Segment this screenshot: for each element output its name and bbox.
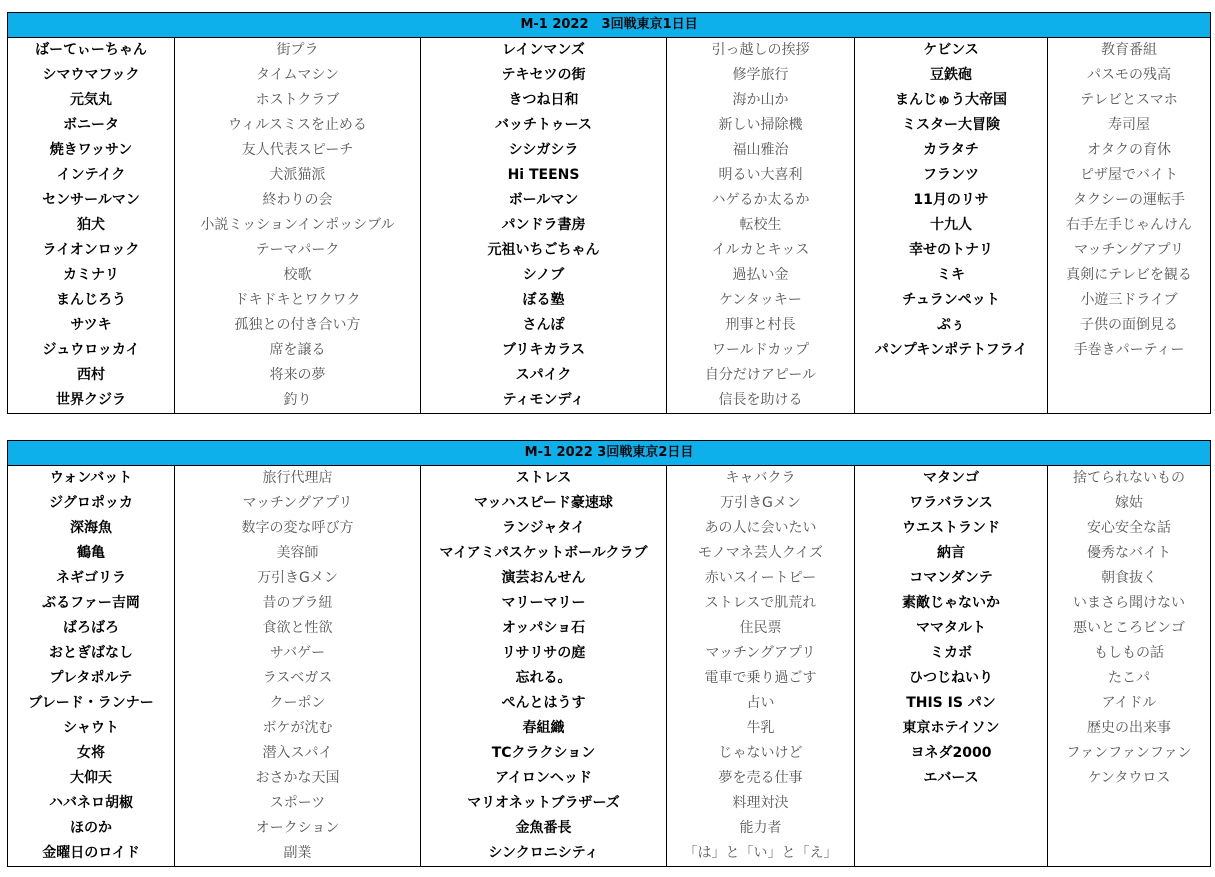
combi-name-cell: ひつじねいり [855,666,1048,691]
table-row [8,88,1211,113]
combi-name-cell: まんじゅう大帝国 [855,88,1048,113]
skit-title-cell: 孤独との付き合い方 [175,313,421,338]
combi-name-cell: 深海魚 [8,516,175,541]
combi-name-cell: マタンゴ [855,466,1048,492]
combi-name-cell: 鶴亀 [8,541,175,566]
combi-name-cell: ぷぅ [855,313,1048,338]
skit-title-cell: あの人に会いたい [667,516,855,541]
skit-title-cell: サバゲー [175,641,421,666]
skit-title-cell: 占い [667,691,855,716]
skit-title-cell: 朝食抜く [1048,566,1211,591]
table-row [8,516,1211,541]
combi-name-cell: ボールマン [421,188,667,213]
skit-title-cell [1048,791,1211,816]
combi-name-cell: まんじろう [8,288,175,313]
combi-name-cell: フランツ [855,163,1048,188]
skit-title-cell: タイムマシン [175,63,421,88]
skit-title-cell: 料理対決 [667,791,855,816]
skit-title-cell: 悪いところビンゴ [1048,616,1211,641]
combi-name-cell: バッチトゥース [421,113,667,138]
combi-name-cell: テキセツの街 [421,63,667,88]
combi-name-cell: マリーマリー [421,591,667,616]
combi-name-cell: ストレス [421,466,667,492]
skit-title-cell [1048,816,1211,841]
combi-name-cell: 大仰天 [8,766,175,791]
combi-name-cell: ミキ [855,263,1048,288]
combi-name-cell: ブリキカラス [421,338,667,363]
table-title: M-1 2022 3回戦東京2日目 [8,441,1211,466]
skit-title-cell: 潜入スパイ [175,741,421,766]
table-row [8,466,1211,492]
combi-name-cell [855,791,1048,816]
table-row [8,841,1211,867]
combi-name-cell: 素敵じゃないか [855,591,1048,616]
skit-title-cell: アイドル [1048,691,1211,716]
table-row [8,741,1211,766]
skit-title-cell: 赤いスイートピー [667,566,855,591]
skit-title-cell: 牛乳 [667,716,855,741]
skit-title-cell: たこパ [1048,666,1211,691]
skit-title-cell: タクシーの運転手 [1048,188,1211,213]
combi-name-cell: レインマンズ [421,38,667,64]
skit-title-cell: マッチングアプリ [667,641,855,666]
skit-title-cell: 過払い金 [667,263,855,288]
skit-title-cell: 友人代表スピーチ [175,138,421,163]
table-row [8,363,1211,388]
combi-name-cell: 幸せのトナリ [855,238,1048,263]
skit-title-cell: 手巻きパーティー [1048,338,1211,363]
combi-name-cell: スパイク [421,363,667,388]
skit-title-cell: スポーツ [175,791,421,816]
combi-name-cell: ワラバランス [855,491,1048,516]
combi-name-cell: ぶるファー吉岡 [8,591,175,616]
combi-name-cell: シャウト [8,716,175,741]
combi-name-cell: THIS IS パン [855,691,1048,716]
skit-title-cell: 歴史の出来事 [1048,716,1211,741]
skit-title-cell [1048,388,1211,414]
skit-title-cell: ウィルスミスを止める [175,113,421,138]
combi-name-cell: インテイク [8,163,175,188]
table-row [8,188,1211,213]
skit-title-cell: 席を譲る [175,338,421,363]
table-row [8,63,1211,88]
skit-title-cell [1048,841,1211,867]
skit-title-cell: モノマネ芸人クイズ [667,541,855,566]
table-row [8,541,1211,566]
skit-title-cell: テレビとスマホ [1048,88,1211,113]
combi-name-cell: プレタポルテ [8,666,175,691]
day2-header-row [8,441,1211,466]
table-row [8,691,1211,716]
skit-title-cell: オタクの育休 [1048,138,1211,163]
skit-title-cell: おさかな天国 [175,766,421,791]
skit-title-cell: ハゲるか太るか [667,188,855,213]
skit-title-cell: もしもの話 [1048,641,1211,666]
combi-name-cell: ティモンディ [421,388,667,414]
combi-name-cell: オッパショ石 [421,616,667,641]
skit-title-cell: 旅行代理店 [175,466,421,492]
combi-name-cell: ジグロポッカ [8,491,175,516]
skit-title-cell: ストレスで肌荒れ [667,591,855,616]
combi-name-cell: ヨネダ2000 [855,741,1048,766]
skit-title-cell: いまさら聞けない [1048,591,1211,616]
skit-title-cell: ファンファンファン [1048,741,1211,766]
skit-title-cell: 自分だけアピール [667,363,855,388]
combi-name-cell: 金曜日のロイド [8,841,175,867]
skit-title-cell: 右手左手じゃんけん [1048,213,1211,238]
combi-name-cell: 狛犬 [8,213,175,238]
combi-name-cell: 納言 [855,541,1048,566]
combi-name-cell: 世界クジラ [8,388,175,414]
combi-name-cell: シンクロニシティ [421,841,667,867]
skit-title-cell: 美容師 [175,541,421,566]
skit-title-cell: 将来の夢 [175,363,421,388]
table-row [8,491,1211,516]
skit-title-cell: 優秀なバイト [1048,541,1211,566]
combi-name-cell: ミスター大冒険 [855,113,1048,138]
combi-name-cell: TCクラクション [421,741,667,766]
skit-title-cell: 小遊三ドライブ [1048,288,1211,313]
table-row [8,238,1211,263]
skit-title-cell: 電車で乗り過ごす [667,666,855,691]
combi-name-cell: ボニータ [8,113,175,138]
skit-title-cell: 住民票 [667,616,855,641]
combi-name-cell: シマウマフック [8,63,175,88]
combi-name-cell: おとぎばなし [8,641,175,666]
combi-name-cell: パンプキンポテトフライ [855,338,1048,363]
table-row [8,716,1211,741]
combi-name-cell: 十九人 [855,213,1048,238]
skit-title-cell: 寿司屋 [1048,113,1211,138]
skit-title-cell: 万引きGメン [667,491,855,516]
combi-name-cell [855,841,1048,867]
combi-name-cell: 春組織 [421,716,667,741]
combi-name-cell: ばーてぃーちゃん [8,38,175,64]
table-row [8,338,1211,363]
combi-name-cell: ジュウロッカイ [8,338,175,363]
skit-title-cell: 小説ミッションインポッシブル [175,213,421,238]
combi-name-cell: チュランペット [855,288,1048,313]
skit-title-cell: キャバクラ [667,466,855,492]
day2-lineup-table [7,440,1211,867]
combi-name-cell: きつね日和 [421,88,667,113]
table-row [8,38,1211,64]
skit-title-cell: 引っ越しの挨拶 [667,38,855,64]
skit-title-cell: 副業 [175,841,421,867]
skit-title-cell: テーマパーク [175,238,421,263]
combi-name-cell: 西村 [8,363,175,388]
skit-title-cell: ケンタウロス [1048,766,1211,791]
skit-title-cell [1048,363,1211,388]
table-row [8,766,1211,791]
combi-name-cell: ライオンロック [8,238,175,263]
day1-header-row [8,13,1211,38]
combi-name-cell: マッハスピード豪速球 [421,491,667,516]
table-row [8,591,1211,616]
combi-name-cell: ほのか [8,816,175,841]
day1-lineup-table [7,12,1211,414]
skit-title-cell: オークション [175,816,421,841]
combi-name-cell: 東京ホテイソン [855,716,1048,741]
combi-name-cell: ウォンバット [8,466,175,492]
skit-title-cell: ワールドカップ [667,338,855,363]
skit-title-cell: じゃないけど [667,741,855,766]
combi-name-cell: ぼる塾 [421,288,667,313]
combi-name-cell: マイアミパスケットボールクラブ [421,541,667,566]
skit-title-cell: ホストクラブ [175,88,421,113]
combi-name-cell: 演芸おんせん [421,566,667,591]
skit-title-cell: 捨てられないもの [1048,466,1211,492]
combi-name-cell: 女将 [8,741,175,766]
table-row [8,566,1211,591]
combi-name-cell: コマンダンテ [855,566,1048,591]
skit-title-cell: 「は」と「い」と「え」 [667,841,855,867]
combi-name-cell: センサールマン [8,188,175,213]
skit-title-cell: 教育番組 [1048,38,1211,64]
skit-title-cell: マッチングアプリ [1048,238,1211,263]
skit-title-cell: 街プラ [175,38,421,64]
skit-title-cell: 子供の面倒見る [1048,313,1211,338]
skit-title-cell: 刑事と村長 [667,313,855,338]
combi-name-cell: ブレード・ランナー [8,691,175,716]
combi-name-cell: シノブ [421,263,667,288]
skit-title-cell: 安心安全な話 [1048,516,1211,541]
combi-name-cell: さんぽ [421,313,667,338]
table-row [8,288,1211,313]
skit-title-cell: イルカとキッス [667,238,855,263]
skit-title-cell: 真剣にテレビを観る [1048,263,1211,288]
combi-name-cell: Hi TEENS [421,163,667,188]
combi-name-cell: 焼きワッサン [8,138,175,163]
skit-title-cell: 修学旅行 [667,63,855,88]
combi-name-cell: アイロンヘッド [421,766,667,791]
combi-name-cell: ウエストランド [855,516,1048,541]
combi-name-cell: ばろばろ [8,616,175,641]
combi-name-cell: リサリサの庭 [421,641,667,666]
skit-title-cell: 釣り [175,388,421,414]
combi-name-cell: カミナリ [8,263,175,288]
combi-name-cell: カラタチ [855,138,1048,163]
combi-name-cell [855,816,1048,841]
table-row [8,388,1211,414]
skit-title-cell: 昔のブラ紐 [175,591,421,616]
table-row [8,163,1211,188]
skit-title-cell: 終わりの会 [175,188,421,213]
table-row [8,616,1211,641]
combi-name-cell: 豆鉄砲 [855,63,1048,88]
combi-name-cell: 11月のリサ [855,188,1048,213]
skit-title-cell: 新しい掃除機 [667,113,855,138]
skit-title-cell: ドキドキとワクワク [175,288,421,313]
table-row [8,313,1211,338]
skit-title-cell: 夢を売る仕事 [667,766,855,791]
skit-title-cell: ケンタッキー [667,288,855,313]
combi-name-cell: パンドラ書房 [421,213,667,238]
skit-title-cell: マッチングアプリ [175,491,421,516]
skit-title-cell: パスモの残高 [1048,63,1211,88]
combi-name-cell: サツキ [8,313,175,338]
skit-title-cell: 食欲と性欲 [175,616,421,641]
combi-name-cell: ミカボ [855,641,1048,666]
combi-name-cell: 忘れる。 [421,666,667,691]
skit-title-cell: 信長を助ける [667,388,855,414]
table-row [8,666,1211,691]
table-row [8,213,1211,238]
skit-title-cell: ピザ屋でバイト [1048,163,1211,188]
skit-title-cell: 能力者 [667,816,855,841]
skit-title-cell: ラスベガス [175,666,421,691]
combi-name-cell: ハバネロ胡椒 [8,791,175,816]
combi-name-cell [855,388,1048,414]
skit-title-cell: ボケが沈む [175,716,421,741]
skit-title-cell: 数字の変な呼び方 [175,516,421,541]
combi-name-cell [855,363,1048,388]
combi-name-cell: 元祖いちごちゃん [421,238,667,263]
combi-name-cell: シシガシラ [421,138,667,163]
table-row [8,263,1211,288]
table-title: M-1 2022 3回戦東京1日目 [8,13,1211,38]
skit-title-cell: 転校生 [667,213,855,238]
skit-title-cell: 犬派猫派 [175,163,421,188]
combi-name-cell: ママタルト [855,616,1048,641]
table-row [8,641,1211,666]
combi-name-cell: 元気丸 [8,88,175,113]
table-row [8,138,1211,163]
skit-title-cell: 嫁姑 [1048,491,1211,516]
combi-name-cell: ぺんとはうす [421,691,667,716]
combi-name-cell: ランジャタイ [421,516,667,541]
skit-title-cell: 万引きGメン [175,566,421,591]
skit-title-cell: 明るい大喜利 [667,163,855,188]
skit-title-cell: クーポン [175,691,421,716]
table-row [8,816,1211,841]
combi-name-cell: マリオネットブラザーズ [421,791,667,816]
combi-name-cell: ケビンス [855,38,1048,64]
skit-title-cell: 海か山か [667,88,855,113]
combi-name-cell: ネギゴリラ [8,566,175,591]
skit-title-cell: 福山雅治 [667,138,855,163]
skit-title-cell: 校歌 [175,263,421,288]
table-row [8,791,1211,816]
table-row [8,113,1211,138]
combi-name-cell: エバース [855,766,1048,791]
combi-name-cell: 金魚番長 [421,816,667,841]
